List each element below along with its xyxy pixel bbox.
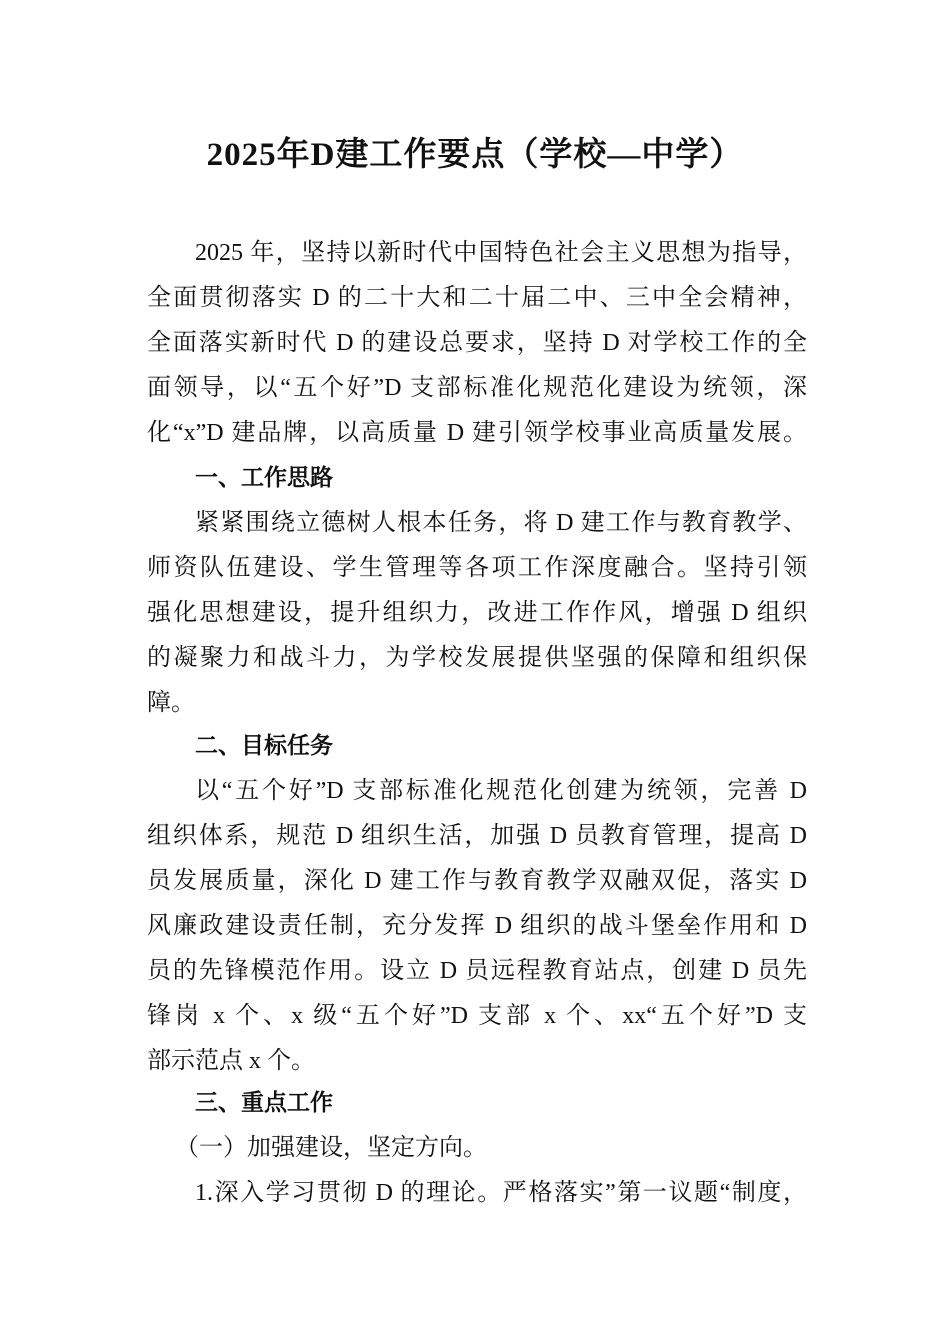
section-heading: 二、目标任务 (195, 733, 333, 759)
body-line: 部示范点 x 个。 (147, 1048, 315, 1074)
body-line: 强化思想建设，提升组织力，改进工作作风，增强 D 组织 (147, 600, 807, 626)
subsection-heading: （一）加强建设，坚定方向。 (175, 1135, 487, 1161)
body-line: 组织体系，规范 D 组织生活，加强 D 员教育管理，提高 D (147, 823, 807, 849)
intro-line: 面领导，以“五个好”D 支部标准化规范化建设为统领，深 (147, 375, 807, 401)
intro-line: 全面落实新时代 D 的建设总要求，坚持 D 对学校工作的全 (147, 330, 807, 356)
intro-line: 2025 年，坚持以新时代中国特色社会主义思想为指导， (195, 240, 807, 266)
body-line: 风廉政建设责任制，充分发挥 D 组织的战斗堡垒作用和 D (147, 913, 807, 939)
body-line: 障。 (147, 690, 195, 716)
body-line: 紧紧围绕立德树人根本任务，将 D 建工作与教育教学、 (195, 510, 807, 536)
body-line: 的凝聚力和战斗力，为学校发展提供坚强的保障和组织保 (147, 645, 807, 671)
body-line: 1.深入学习贯彻 D 的理论。严格落实”第一议题“制度， (195, 1180, 807, 1206)
body-line: 锋岗 x 个、x 级“五个好”D 支部 x 个、xx“五个好”D 支 (147, 1003, 807, 1029)
page-title: 2025年D建工作要点（学校—中学） (206, 137, 744, 173)
section-heading: 三、重点工作 (195, 1090, 333, 1116)
body-line: 师资队伍建设、学生管理等各项工作深度融合。坚持引领 (147, 555, 807, 581)
body-line: 员发展质量，深化 D 建工作与教育教学双融双促，落实 D (147, 868, 807, 894)
intro-line: 全面贯彻落实 D 的二十大和二十届二中、三中全会精神， (147, 285, 807, 311)
body-line: 以“五个好”D 支部标准化规范化创建为统领，完善 D (195, 778, 807, 804)
section-heading: 一、工作思路 (195, 465, 333, 491)
body-line: 员的先锋模范作用。设立 D 员远程教育站点，创建 D 员先 (147, 958, 807, 984)
intro-line: 化“x”D 建品牌，以高质量 D 建引领学校事业高质量发展。 (147, 420, 807, 446)
